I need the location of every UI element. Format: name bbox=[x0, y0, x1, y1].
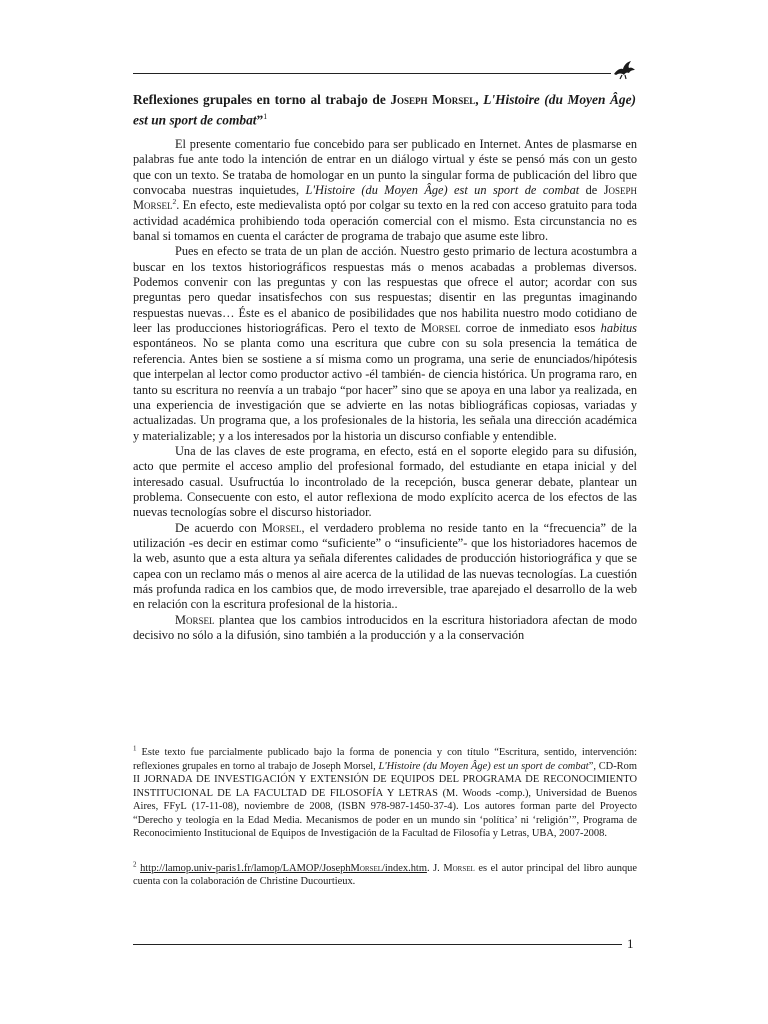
footnote-1: $^1$ Este texto fue parcialmente publicado bajo la forma de ponencia y con título “Escritura, sentido, intervención: reflexiones grupales en torno al trabajo de Joseph Morsel, L'Histoire (du Moyen Âge) est un sport de combat”, CD-Rom II JORNADA DE INVESTIGACIÓN Y EXTENSIÓN DE EQUIPOS DEL PROGRAMA DE RECONOCIMIENTO INSTITUCIONAL DE LA FACULTAD DE FILOSOFÍA Y LETRAS (M. Woods -comp.), Universidad de Buenos Aires, FFyL (17-11-08), noviembre de 2008, (ISBN 978-987-1450-37-4). Los autores forman parte del Proyecto “Derecho y teología en la Edad Media. Mecanismos de poder en un mundo sin ‘política’ ni ‘religión’”, Programa de Reconocimiento Institucional de Equipos de Investigación de la Facultad de Filosofía y Letras, UBA, 2007-2008. bbox=[133, 744, 637, 839]
paragraph: Morsel plantea que los cambios introducidos en la escritura historiadora afectan de modo decisivo no sólo a la difusión, sino también a la producción y a la conservación bbox=[133, 612, 637, 642]
paragraph: Pues en efecto se trata de un plan de acción. Nuestro gesto primario de lectura acostumbra a buscar en los textos historiográficos respuestas más o menos acabadas a problemas diversos. Podemos convenir con las preguntas y con las respuestas que ofrece el autor; acordar con sus preguntas pero quedar insatisfechos con sus respuestas; disentir en las preguntas imaginando respuestas nuevas… Éste es el abanico de posibilidades que nos habilita nuestro modo cotidiano de leer las producciones historiográficas. Pero el texto de Morsel corroe de inmediato esos habitus espontáneos. No se planta como una escritura que cubre con su sola presencia la temática de referencia. Antes bien se sostiene a sí misma como un programa, una serie de enunciados/hipótesis que interpelan al lector como productor activo -él también- de ciencia histórica. Un programa raro, en tanto su escritura no reenvía a un trabajo “por hacer” sino que se apoya en una labor ya realizada, en una experiencia de investigación que se advierte en las notas bibliográficas copiosas, variadas y actualizadas. Un programa que, a los profesionales de la historia, les señala una dirección académica y materializable; y a los interesados por la historia un discurso confiable y entendible. bbox=[133, 244, 637, 443]
body-text bbox=[133, 137, 637, 643]
paragraph: El presente comentario fue concebido para ser publicado en Internet. Antes de plasmarse en palabras fue ante todo la intención de entrar en un diálogo virtual y éste se pensó más con un gesto que con un texto. Se trataba de homologar en un punto la singular forma de publicación del libro que convocaba nuestras inquietudes, L'Histoire (du Moyen Âge) est un sport de combat de Joseph Morsel$^2$. En efecto, este medievalista optó por colgar su texto en la red con acceso gratuito para toda actividad académica prohibiendo toda operación comercial con el mismo. Esta circunstancia no es banal si tomamos en cuenta el carácter de programa de trabajo que asume este libro. bbox=[133, 137, 637, 244]
page-number: 1 bbox=[627, 936, 634, 951]
footnote-ref: 1 bbox=[263, 112, 268, 121]
footnote-link[interactable]: http://lamop.univ-paris1.fr/lamop/LAMOP/JosephMorsel/index.htm bbox=[140, 862, 427, 874]
footnote-2: $^2$ http://lamop.univ-paris1.fr/lamop/LAMOP/JosephMorsel/index.htm. J. Morsel es el autor principal del libro aunque cuenta con la colaboración de Christine Ducourtieux. bbox=[133, 860, 638, 887]
paragraph: De acuerdo con Morsel, el verdadero problema no reside tanto en la “frecuencia” de la utilización -es decir en estimar como “suficiente” o “insuficiente”- que los historiadores hacemos de la web, asunto que a esta altura ya señala diferentes calidades de producción historiográfica y que se capea con un reclamo más o menos al aire acerca de la utilidad de las nuevas tecnologías. La cuestión más profunda radica en los cambios que, de modo irreversible, trae aparejado el desarrollo de la web en relación con la escritura profesional de la historia.. bbox=[133, 520, 637, 612]
footer-rule bbox=[133, 944, 622, 945]
header-rule bbox=[133, 73, 611, 74]
fleuron-ornament-icon bbox=[612, 58, 636, 80]
footnote-ref: 2 bbox=[172, 197, 177, 207]
title-author: Joseph Morsel bbox=[390, 92, 476, 107]
footnotes bbox=[133, 746, 637, 889]
title-work: L'Histoire (du Moyen Âge) est un sport de combat bbox=[133, 92, 636, 128]
paragraph: Una de las claves de este programa, en efecto, está en el soporte elegido para su difusión, acto que permite el acceso amplio del profesional formado, del estudiante en etapa inicial y del interesado casual. Usufructúa lo incontrolado de la recepción, busca generar debate, plantear un problema. Consecuente con esto, el autor reflexiona de modo explícito acerca de los efectos de las nuevas tecnologías sobre el discurso historiador. bbox=[133, 443, 637, 520]
article-title: Reflexiones grupales en torno al trabajo de Joseph Morsel, L'Histoire (du Moyen Âge) est un sport de combat”$^1$ bbox=[133, 92, 636, 128]
